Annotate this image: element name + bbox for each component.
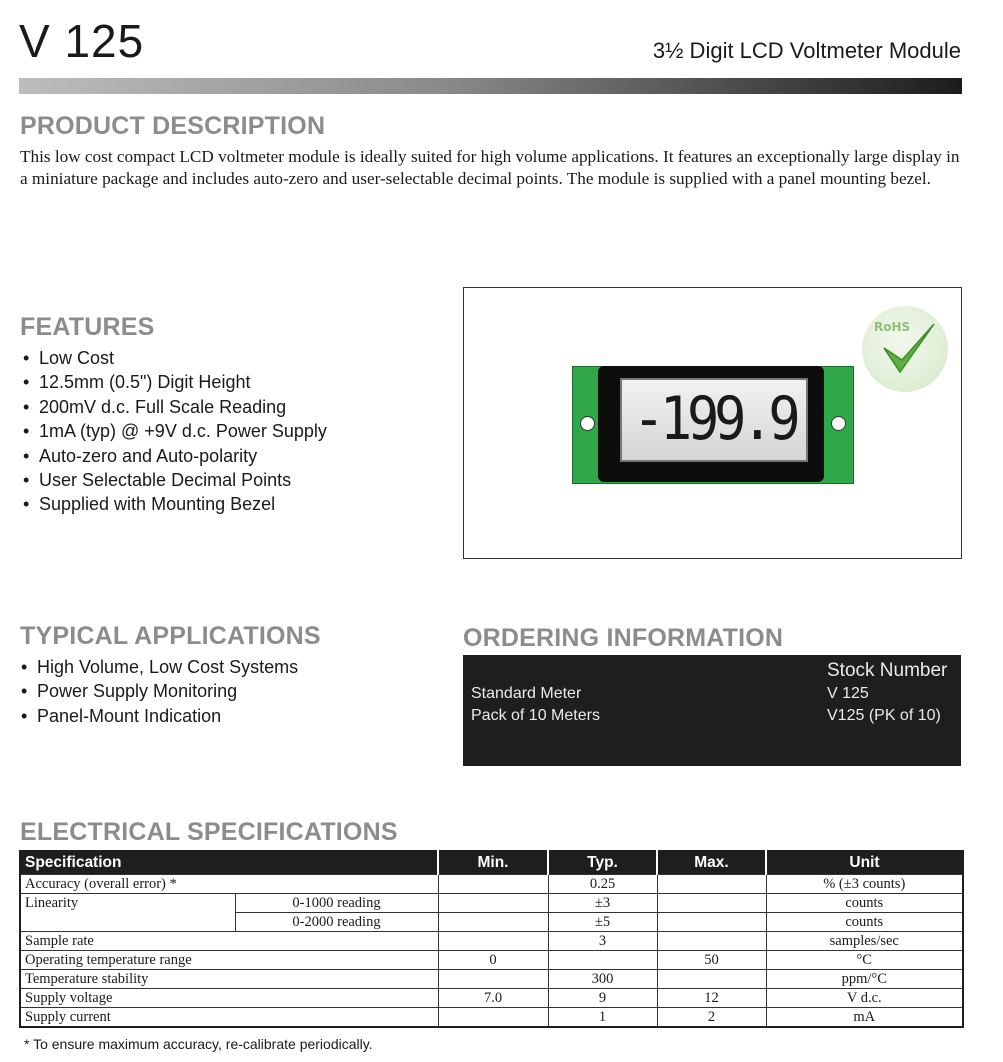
spec-sub-condition: 0-2000 reading (235, 913, 438, 932)
spec-sub-condition: 0-1000 reading (235, 894, 438, 913)
mounting-hole-right (831, 416, 846, 431)
table-row (20, 970, 963, 989)
spec-max (657, 894, 766, 913)
spec-typ: 0.25 (548, 875, 657, 894)
feature-item: • Supplied with Mounting Bezel (20, 492, 327, 516)
spec-unit: V d.c. (766, 989, 963, 1008)
table-row (20, 875, 963, 894)
spec-typ: 1 (548, 1008, 657, 1028)
spec-min (438, 913, 548, 932)
rohs-badge (862, 306, 948, 392)
feature-item: • 1mA (typ) @ +9V d.c. Power Supply (20, 419, 327, 443)
mounting-hole-left (580, 416, 595, 431)
ordering-information-heading: ORDERING INFORMATION (463, 624, 784, 652)
page-subtitle: 3½ Digit LCD Voltmeter Module (652, 38, 961, 63)
header-gradient-bar (19, 78, 962, 94)
spec-max (657, 932, 766, 951)
table-row (20, 1008, 963, 1028)
spec-max (657, 875, 766, 894)
spec-max (657, 913, 766, 932)
spec-name: Supply voltage (20, 989, 438, 1008)
table-row (20, 932, 963, 951)
order-row-stock: V125 (PK of 10) (827, 707, 941, 724)
lcd-reading: -199.9 (632, 384, 796, 454)
application-item: • High Volume, Low Cost Systems (18, 655, 298, 679)
feature-item: • Auto-zero and Auto-polarity (20, 444, 327, 468)
spec-name: Accuracy (overall error) * (20, 875, 438, 894)
column-header: Max. (657, 851, 766, 875)
ordering-table (463, 655, 961, 766)
application-item: • Power Supply Monitoring (18, 679, 298, 703)
spec-unit: mA (766, 1008, 963, 1028)
table-row (20, 989, 963, 1008)
spec-max: 12 (657, 989, 766, 1008)
spec-name: Sample rate (20, 932, 438, 951)
features-list (20, 346, 327, 517)
spec-min: 7.0 (438, 989, 548, 1008)
product-description-heading: PRODUCT DESCRIPTION (20, 112, 326, 140)
table-row (20, 894, 963, 913)
spec-typ: 300 (548, 970, 657, 989)
typical-applications-heading: TYPICAL APPLICATIONS (20, 622, 321, 650)
column-header: Specification (20, 851, 438, 875)
spec-min (438, 894, 548, 913)
spec-unit: °C (766, 951, 963, 970)
spec-typ: 3 (548, 932, 657, 951)
applications-list (18, 655, 298, 728)
spec-min: 0 (438, 951, 548, 970)
spec-min (438, 875, 548, 894)
lcd-display (620, 378, 808, 462)
spec-unit: % (±3 counts) (766, 875, 963, 894)
spec-name: Linearity (20, 894, 235, 932)
table-row (20, 951, 963, 970)
features-heading: FEATURES (20, 313, 155, 341)
electrical-spec-table (19, 850, 964, 1028)
feature-item: • User Selectable Decimal Points (20, 468, 327, 492)
spec-min (438, 932, 548, 951)
spec-max: 50 (657, 951, 766, 970)
spec-min (438, 970, 548, 989)
footnote: * To ensure maximum accuracy, re-calibrate periodically. (24, 1036, 373, 1052)
feature-item: • 200mV d.c. Full Scale Reading (20, 395, 327, 419)
check-icon (862, 306, 948, 392)
column-header: Unit (766, 851, 963, 875)
spec-name: Operating temperature range (20, 951, 438, 970)
spec-typ: ±5 (548, 913, 657, 932)
stock-number-header: Stock Number (827, 660, 948, 681)
order-row-stock: V 125 (827, 685, 869, 702)
column-header: Min. (438, 851, 548, 875)
spec-max: 2 (657, 1008, 766, 1028)
product-image-frame (463, 287, 962, 559)
column-header: Typ. (548, 851, 657, 875)
spec-unit: samples/sec (766, 932, 963, 951)
spec-unit: counts (766, 913, 963, 932)
page-title: V 125 (19, 15, 145, 67)
spec-unit: ppm/°C (766, 970, 963, 989)
spec-unit: counts (766, 894, 963, 913)
feature-item: • 12.5mm (0.5") Digit Height (20, 370, 327, 394)
spec-typ: ±3 (548, 894, 657, 913)
meter-bezel (598, 366, 824, 482)
spec-name: Supply current (20, 1008, 438, 1028)
spec-typ (548, 951, 657, 970)
order-row-label: Standard Meter (471, 685, 582, 702)
application-item: • Panel-Mount Indication (18, 704, 298, 728)
feature-item: • Low Cost (20, 346, 327, 370)
spec-min (438, 1008, 548, 1028)
spec-typ: 9 (548, 989, 657, 1008)
electrical-specifications-heading: ELECTRICAL SPECIFICATIONS (20, 818, 398, 846)
table-header-row (20, 851, 963, 875)
spec-name: Temperature stability (20, 970, 438, 989)
product-description-text: This low cost compact LCD voltmeter module is ideally suited for high volume applications. It features an exceptionally large display in a miniature package and includes auto-zero and user-selectable decimal points. The module is supplied with a panel mounting bezel. (20, 147, 960, 188)
rohs-badge-text: RoHS (874, 320, 911, 334)
spec-max (657, 970, 766, 989)
order-row-label: Pack of 10 Meters (471, 707, 600, 724)
